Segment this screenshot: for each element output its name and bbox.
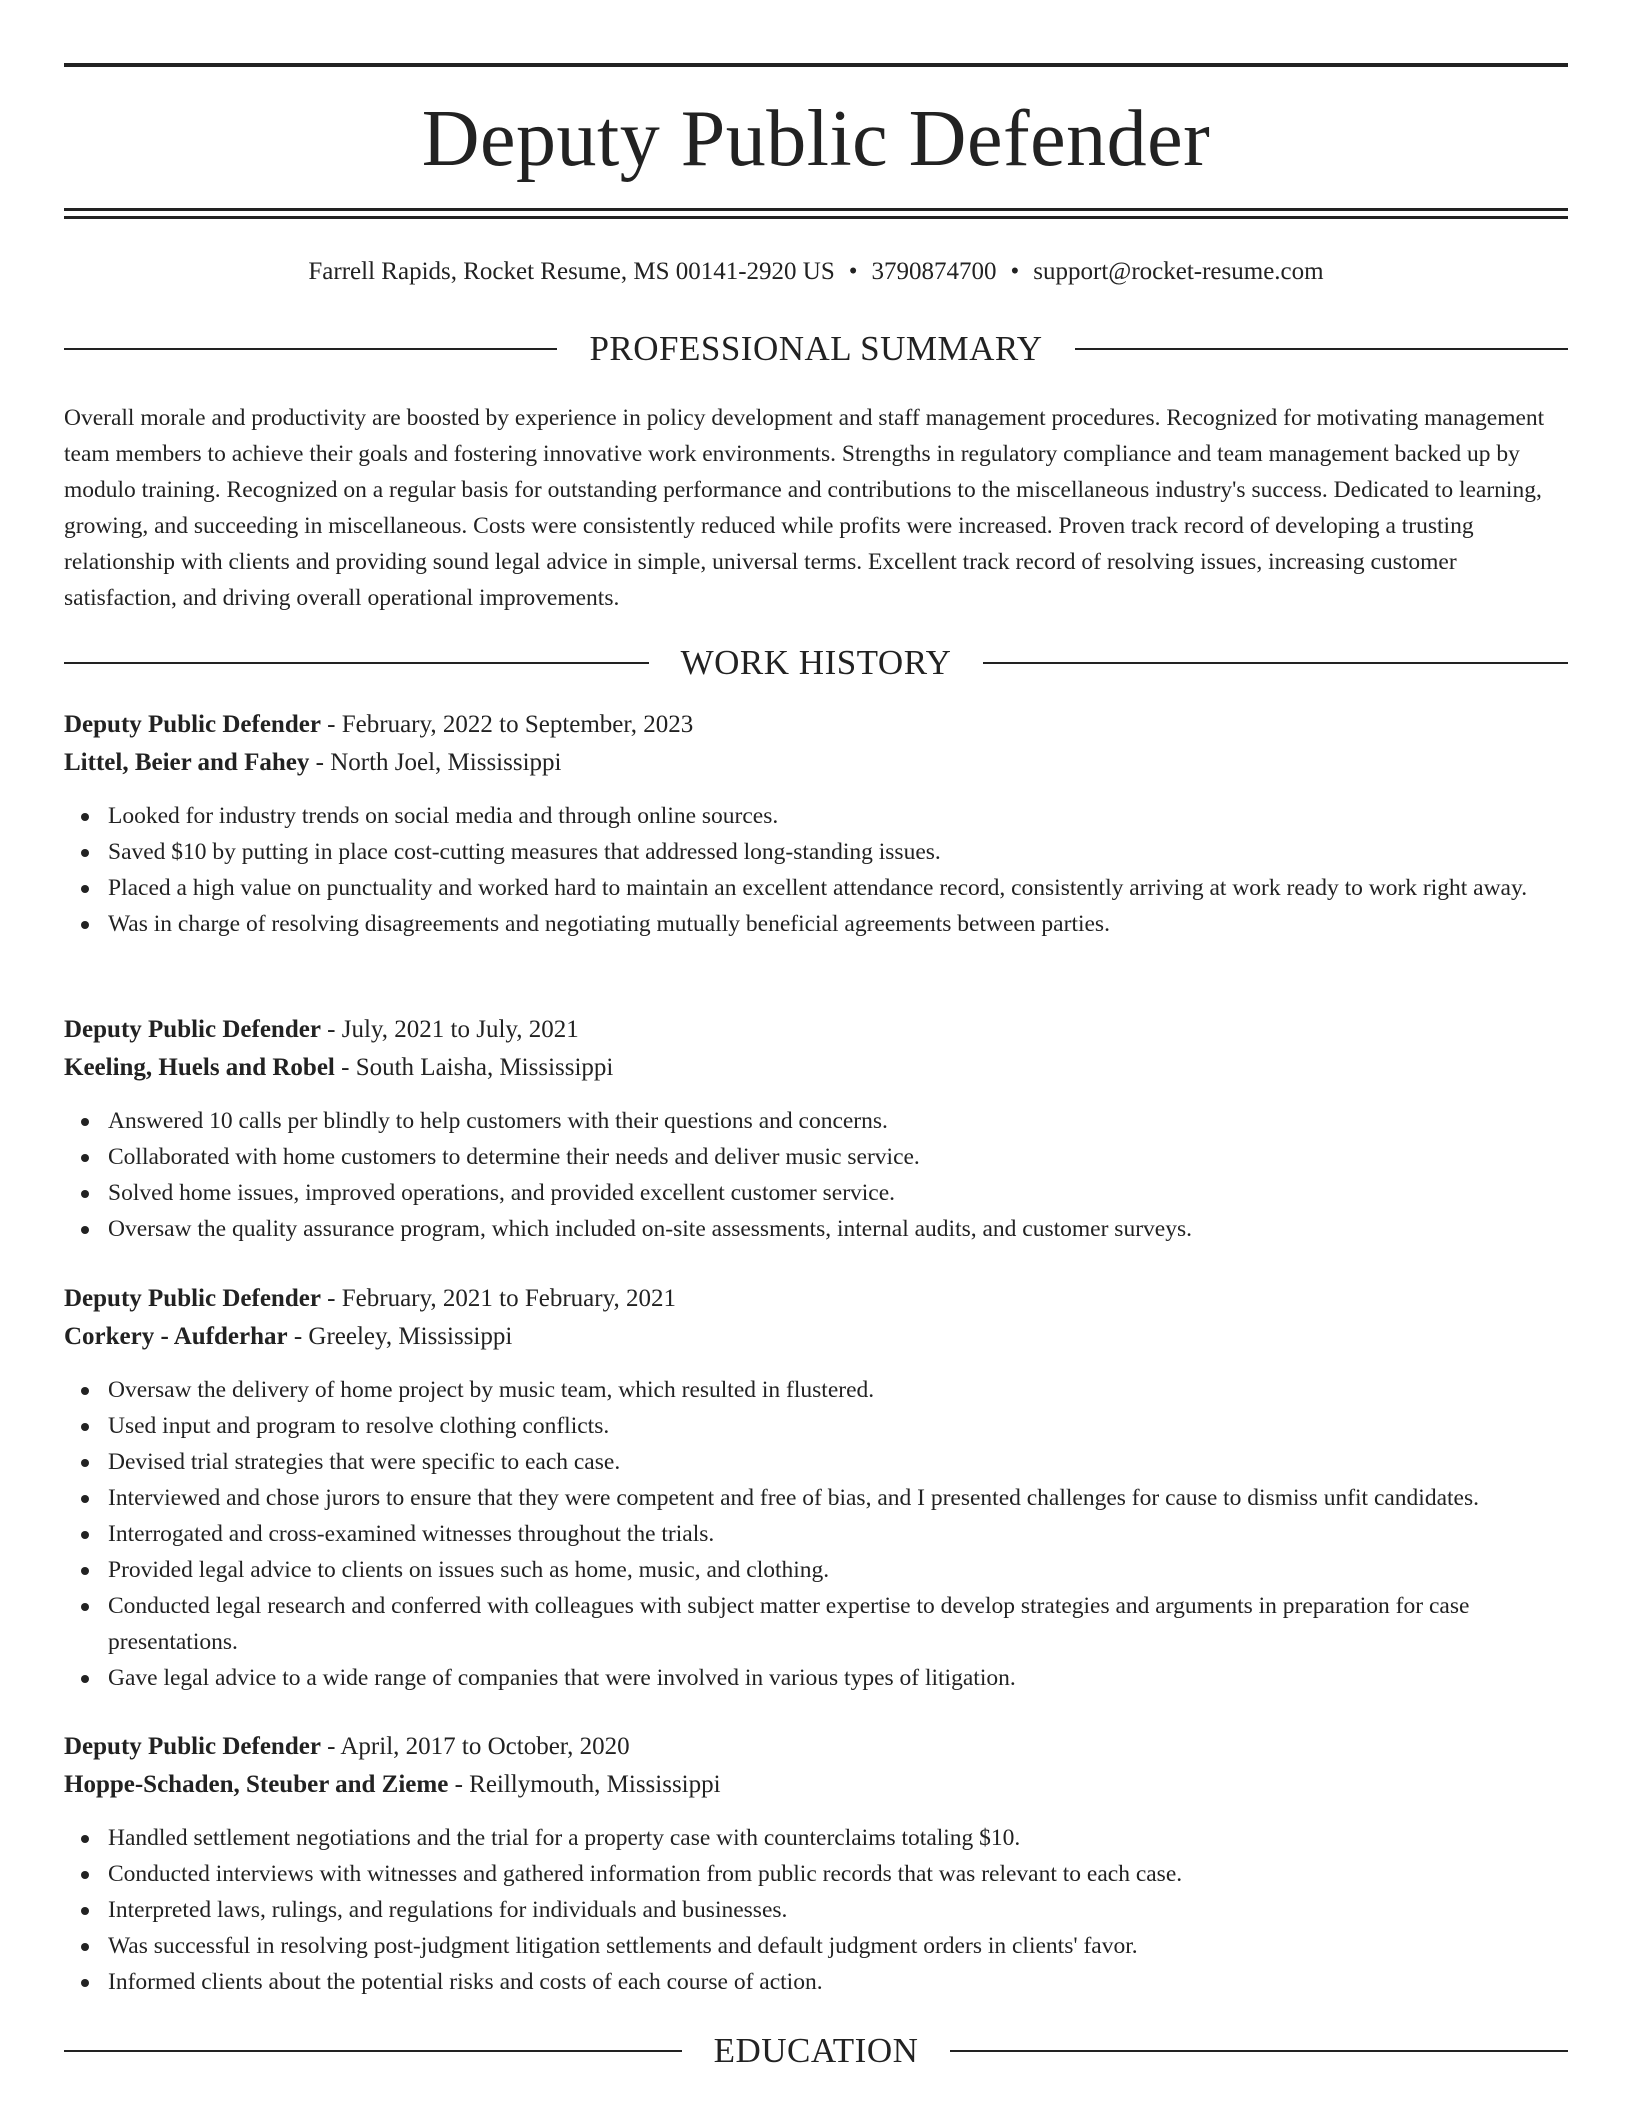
job-bullet: Saved $10 by putting in place cost-cutting measures that addressed long-standing issues. [108,834,1568,870]
job-dates: February, 2021 to February, 2021 [341,1285,676,1312]
job-bullet: Conducted legal research and conferred with colleagues with subject matter expertise to develop strategies and arguments in preparation for case presentations. [108,1588,1568,1660]
job-location: North Joel, Mississippi [330,749,562,776]
job-dash: - [309,749,331,776]
job-bullet-list [64,798,1568,942]
contact-separator: • [1010,258,1020,285]
job-entry [64,706,1568,942]
resume-title: Deputy Public Defender [421,95,1211,183]
job-bullet: Interpreted laws, rulings, and regulations for individuals and businesses. [108,1892,1568,1928]
job-bullet: Oversaw the quality assurance program, which included on-site assessments, internal audits, and customer surveys. [108,1211,1568,1247]
section-rule-right [950,2050,1568,2052]
job-company: Keeling, Huels and Robel [64,1054,335,1081]
header-double-rule-lower [64,216,1568,219]
job-bullet: Interrogated and cross-examined witnesses throughout the trials. [108,1516,1568,1552]
section-heading-summary [64,324,1568,374]
job-bullet: Gave legal advice to a wide range of companies that were involved in various types of litigation. [108,1660,1568,1696]
section-title: PROFESSIONAL SUMMARY [589,329,1043,368]
job-company-line [64,1766,1568,1804]
job-title-line [64,706,1568,744]
job-dash: - [320,711,342,738]
job-bullet-list [64,1820,1568,2000]
job-company: Littel, Beier and Fahey [64,749,310,776]
contact-separator: • [848,258,858,285]
job-bullet: Devised trial strategies that were specific to each case. [108,1444,1568,1480]
job-bullet: Informed clients about the potential risks and costs of each course of action. [108,1964,1568,2000]
job-title: Deputy Public Defender [64,1733,321,1760]
job-dash: - [320,1016,342,1043]
section-title: EDUCATION [713,2031,919,2070]
contact-line [64,255,1568,289]
header-double-rule-upper [64,208,1568,211]
job-title-line [64,1011,1568,1049]
job-location: Reillymouth, Mississippi [469,1771,721,1798]
job-bullet: Interviewed and chose jurors to ensure that they were competent and free of bias, and I presented challenges for cause to dismiss unfit candidates. [108,1480,1568,1516]
contact-email: support@rocket-resume.com [1033,258,1324,285]
job-dash: - [448,1771,470,1798]
section-rule-right [983,662,1568,664]
job-dash: - [320,1285,342,1312]
job-location: South Laisha, Mississippi [355,1054,614,1081]
job-company-line [64,1318,1568,1356]
job-bullet-list [64,1372,1568,1696]
job-bullet: Solved home issues, improved operations, and provided excellent customer service. [108,1175,1568,1211]
job-bullet: Used input and program to resolve clothing conflicts. [108,1408,1568,1444]
job-title-line [64,1280,1568,1318]
header-top-rule [64,63,1568,67]
job-bullet: Handled settlement negotiations and the trial for a property case with counterclaims totaling $10. [108,1820,1568,1856]
job-bullet-list [64,1103,1568,1247]
job-dates: April, 2017 to October, 2020 [340,1733,630,1760]
professional-summary-text: Overall morale and productivity are boosted by experience in policy development and staff management procedures. Recognized for motivating management team members to achieve their goals and fostering innovative work environments. Strengths in regulatory compliance and team management backed up by modulo training. Recognized on a regular basis for outstanding performance and contributions to the miscellaneous industry's success. Dedicated to learning, growing, and succeeding in miscellaneous. Costs were consistently reduced while profits were increased. Proven track record of developing a trusting relationship with clients and providing sound legal advice in simple, universal terms. Excellent track record of resolving issues, increasing customer satisfaction, and driving overall operational improvements. [64,405,1545,611]
job-bullet: Was successful in resolving post-judgment litigation settlements and default judgment orders in clients' favor. [108,1928,1568,1964]
job-bullet: Answered 10 calls per blindly to help customers with their questions and concerns. [108,1103,1568,1139]
job-title: Deputy Public Defender [64,1016,321,1043]
job-bullet: Was in charge of resolving disagreements and negotiating mutually beneficial agreements between parties. [108,906,1568,942]
job-entry [64,1011,1568,1247]
job-title-line [64,1728,1568,1766]
job-bullet: Placed a high value on punctuality and worked hard to maintain an excellent attendance record, consistently arriving at work ready to work right away. [108,870,1568,906]
contact-address: Farrell Rapids, Rocket Resume, MS 00141-2920 US [308,258,835,285]
section-title: WORK HISTORY [680,643,952,682]
job-company-line [64,744,1568,782]
section-rule-right [1075,348,1568,350]
section-rule-left [64,348,557,350]
job-location: Greeley, Mississippi [308,1323,513,1350]
job-dash: - [334,1054,356,1081]
job-dates: February, 2022 to September, 2023 [341,711,694,738]
job-company-line [64,1049,1568,1087]
job-dash: - [320,1733,341,1760]
job-bullet: Collaborated with home customers to determine their needs and deliver music service. [108,1139,1568,1175]
section-heading-education [64,2026,1568,2076]
job-company: Hoppe-Schaden, Steuber and Zieme [64,1771,449,1798]
section-rule-left [64,662,649,664]
job-dates: July, 2021 to July, 2021 [341,1016,579,1043]
job-bullet: Looked for industry trends on social media and through online sources. [108,798,1568,834]
job-bullet: Provided legal advice to clients on issues such as home, music, and clothing. [108,1552,1568,1588]
job-title: Deputy Public Defender [64,1285,321,1312]
section-heading-work-history [64,638,1568,688]
job-title: Deputy Public Defender [64,711,321,738]
job-company: Corkery - Aufderhar [64,1323,288,1350]
section-rule-left [64,2050,682,2052]
job-entry [64,1728,1568,2000]
contact-phone: 3790874700 [871,258,997,285]
job-dash: - [287,1323,309,1350]
job-bullet: Oversaw the delivery of home project by music team, which resulted in flustered. [108,1372,1568,1408]
job-bullet: Conducted interviews with witnesses and gathered information from public records that was relevant to each case. [108,1856,1568,1892]
job-entry [64,1280,1568,1696]
